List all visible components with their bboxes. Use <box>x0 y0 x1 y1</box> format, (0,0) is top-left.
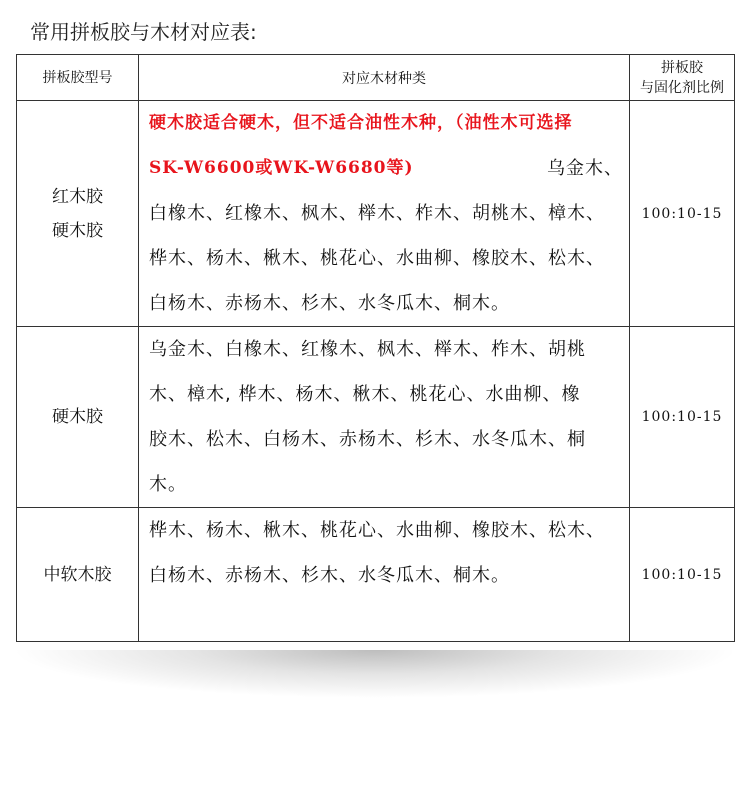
header-wood-types: 对应木材种类 <box>139 55 630 101</box>
wood-text: 桦木、杨木、楸木、桃花心、水曲柳、橡胶木、松木、 <box>149 520 605 541</box>
ratio-cell: 100:10-15 <box>630 327 735 508</box>
glue-name: 硬木胶 <box>52 220 103 241</box>
glue-name: 红木胶 <box>52 186 103 207</box>
wood-cell <box>139 508 630 642</box>
glue-name: 硬木胶 <box>52 407 103 427</box>
wood-text: 白橡木、红橡木、枫木、榉木、柞木、胡桃木、樟木、 <box>149 203 605 224</box>
header-ratio <box>630 55 735 101</box>
glue-cell <box>17 101 139 327</box>
header-glue-model: 拼板胶型号 <box>17 55 139 101</box>
wood-text: 白杨木、赤杨木、杉木、水冬瓜木、桐木。 <box>149 293 510 314</box>
page-title: 常用拼板胶与木材对应表: <box>30 20 257 44</box>
header-ratio-line1: 拼板胶 <box>661 59 703 76</box>
wood-text: 胶木、松木、白杨木、赤杨木、杉木、水冬瓜木、桐 <box>149 429 586 450</box>
wood-text: 木。 <box>149 474 187 495</box>
table-header <box>17 55 735 101</box>
wood-text: 白杨木、赤杨木、杉木、水冬瓜木、桐木。 <box>149 565 510 586</box>
glue-cell <box>17 327 139 508</box>
wood-cell <box>139 101 630 327</box>
ratio-cell: 100:10-15 <box>630 101 735 327</box>
red-note: SK-W6600或WK-W6680等) <box>149 158 414 178</box>
glue-wood-table <box>16 54 735 642</box>
wood-text: 木、樟木, 桦木、杨木、楸木、桃花心、水曲柳、橡 <box>149 384 581 405</box>
wood-text: 乌金木、白橡木、红橡木、枫木、榉木、柞木、胡桃 <box>149 339 586 360</box>
note-line <box>149 146 623 191</box>
wood-text: 桦木、杨木、楸木、桃花心、水曲柳、橡胶木、松木、 <box>149 248 605 269</box>
table-row <box>17 327 735 508</box>
decorative-shadow <box>0 650 750 710</box>
red-note: 硬木胶适合硬木，但不适合油性木种，（油性木可选择 <box>149 113 573 133</box>
ratio-cell: 100:10-15 <box>630 508 735 642</box>
wood-cell <box>139 327 630 508</box>
header-ratio-line2: 与固化剂比例 <box>640 79 724 96</box>
wood-text: 乌金木、 <box>547 158 623 179</box>
glue-name: 中软木胶 <box>43 564 112 585</box>
table-row <box>17 508 735 642</box>
table-row <box>17 101 735 327</box>
glue-cell <box>17 508 139 642</box>
